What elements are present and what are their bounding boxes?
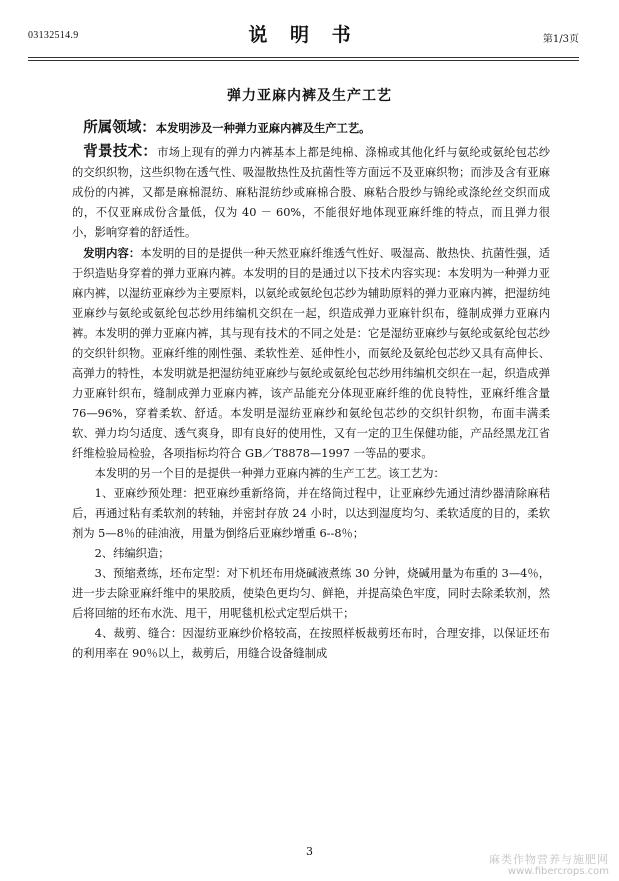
application-number: 03132514.9 [28, 30, 79, 41]
page-indicator: 第1/3页 [542, 34, 579, 45]
page-number: 3 [306, 845, 313, 858]
summary-paragraph [72, 243, 550, 464]
background-paragraph [72, 142, 550, 243]
step-3-paragraph: 3、预缩煮练，坯布定型：对下机坯布用烧碱液煮练 30 分钟，烧碱用量为布重的 3—4％，进一步去除亚麻纤维中的果胶质，使染色更均匀、鲜艳，并提高染色牢度，同时去除柔软剂，然后将回缩的坯布水洗、甩干，用呢毯机松式定型后烘干； [72, 567, 550, 620]
page-header [28, 20, 579, 50]
step-4-paragraph: 4、裁剪、缝合：因湿纺亚麻纱价格较高，在按照样板裁剪坯布时，合理安排，以保证坯布的利用率在 90％以上，裁剪后，用缝合设备缝制成 [72, 627, 550, 660]
summary-label: 发明内容： [83, 246, 141, 260]
process-intro-paragraph: 本发明的另一个目的是提供一种弹力亚麻内裤的生产工艺。该工艺为： [94, 467, 445, 480]
background-text: 市场上现有的弹力内裤基本上都是纯棉、涤棉或其他化纤与氨纶或氨纶包芯纱的交织织物，这些织物在透气性、吸湿散热性及抗菌性等方面远不及亚麻织物；而涉及含有亚麻成份的内裤，又都是麻棉混纺、麻粘混纺纱或麻棉合股、麻粘合股纱与锦纶或涤纶丝交织而成的，不仅亚麻成份含量低，仅为 40 － 60%，不能很好地体现亚麻纤维的特点，而且弹力很小，影响穿着的舒适性。 [72, 146, 550, 239]
invention-title: 弹力亚麻内裤及生产工艺 [227, 88, 392, 104]
step-1-paragraph: 1、亚麻纱预处理：把亚麻纱重新络筒，并在络筒过程中，让亚麻纱先通过清纱器清除麻秸后，再通过粘有柔软剂的转轴，并密封存放 24 小时，以达到湿度均匀、柔软适度的目的，柔软剂为 5—8％的硅油液，用量为倒络后亚麻纱增重 6--8％； [72, 487, 550, 540]
watermark-url: www.fibercrops.com [507, 866, 609, 877]
document-title: 说 明 书 [248, 24, 359, 46]
summary-text: 本发明的目的是提供一种天然亚麻纤维透气性好、吸湿高、散热快、抗菌性强，适于织造贴身穿着的弹力亚麻内裤。本发明的目的是通过以下技术内容实现：本发明为一种弹力亚麻内裤，以湿纺亚麻纱为主要原料，以氨纶或氨纶包芯纱为辅助原料的弹力亚麻内裤，把湿纺纯亚麻纱与氨纶或氨纶包芯纱用纬编机交织在一起，织造成弹力亚麻针织布，缝制成弹力亚麻内裤。本发明的弹力亚麻内裤，其与现有技术的不同之处是：它是湿纺亚麻纱与氨纶或氨纶包芯纱的交织针织物。亚麻纤维的刚性强、柔软性差、延伸性小，而氨纶及氨纶包芯纱又具有高伸长、高弹力的特性，本发明就是把湿纺纯亚麻纱与氨纶或氨纶包芯纱用纬编机交织在一起，织造成弹力亚麻针织布，缝制成弹力亚麻内裤，该产品能充分体现亚麻纤维的优良特性，亚麻纤维含量 76—96%，穿着柔软、舒适。本发明是湿纺亚麻纱和氨纶包芯纱的交织针织物，布面丰满柔软、弹力均匀适度、透气爽身，即有良好的使用性，又有一定的卫生保健功能，产品经黑龙江省纤维检验局检验，各项指标均符合 GB／T8878—1997 一等品的要求。 [72, 247, 550, 460]
document-body [72, 118, 550, 664]
field-paragraph [72, 118, 550, 139]
field-label: 所属领域： [83, 119, 156, 136]
background-label: 背景技术： [83, 143, 158, 160]
step-2-paragraph: 2、纬编织造； [94, 547, 170, 560]
header-rule [28, 57, 579, 61]
field-text: 本发明涉及一种弹力亚麻内裤及生产工艺。 [155, 121, 371, 135]
watermark-text: 麻类作物营养与施肥网 [489, 853, 609, 866]
